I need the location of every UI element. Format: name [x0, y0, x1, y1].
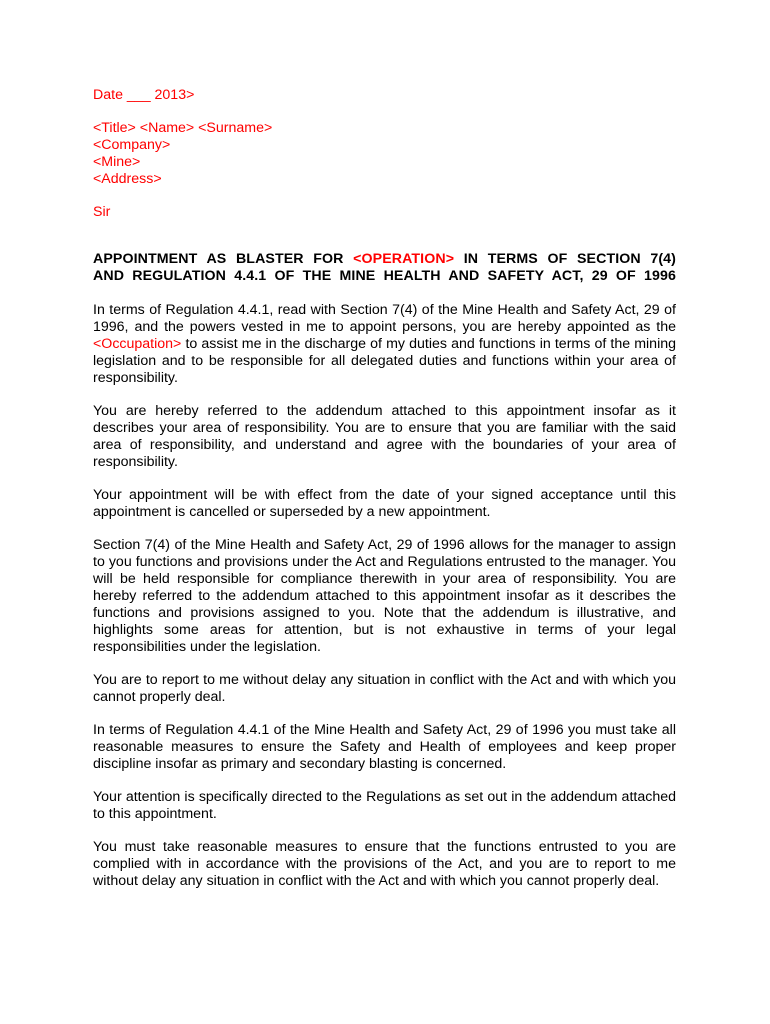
paragraph-report-conflict: You are to report to me without delay any situation in conflict with the Act and with which you cannot properly deal.	[93, 672, 676, 705]
letter-heading	[93, 251, 676, 285]
occupation-placeholder: <Occupation>	[93, 336, 182, 352]
paragraph-addendum: You are hereby referred to the addendum attached to this appointment insofar as it describes your area of responsibility. You are to ensure that you are familiar with the said area of responsibility, and understand and agree with the boundaries of your area of responsibility.	[93, 403, 676, 470]
address-mine: <Mine>	[93, 154, 141, 170]
address-street: <Address>	[93, 171, 162, 187]
salutation: Sir	[93, 204, 111, 220]
heading-line-1	[93, 251, 676, 268]
heading-text-end: IN TERMS OF SECTION 7(4)	[454, 251, 676, 267]
paragraph-effective-date: Your appointment will be with effect from the date of your signed acceptance until this appointment is cancelled or superseded by a new appointment.	[93, 487, 676, 520]
paragraph-reasonable-measures: You must take reasonable measures to ensure that the functions entrusted to you are complied with in accordance with the provisions of the Act, and you are to report to me without delay any situation in conflict with the Act and with which you cannot properly deal.	[93, 839, 676, 889]
paragraph-attention: Your attention is specifically directed to the Regulations as set out in the addendum attached to this appointment.	[93, 789, 676, 822]
letter-body	[93, 87, 676, 906]
address-name: <Title> <Name> <Surname>	[93, 120, 273, 136]
paragraph-appointment	[93, 302, 676, 387]
address-company: <Company>	[93, 137, 171, 153]
operation-placeholder: <OPERATION>	[353, 251, 455, 267]
date-line: Date ___ 2013>	[93, 87, 195, 103]
paragraph-text-end: to assist me in the discharge of my duties and functions in terms of the mining legislation and to be responsible for all delegated duties and functions within your area of responsibility.	[93, 336, 676, 386]
paragraph-regulation-4-4-1: In terms of Regulation 4.4.1 of the Mine Health and Safety Act, 29 of 1996 you must take all reasonable measures to ensure the Safety and Health of employees and keep proper discipline insofar as primary and secondary blasting is concerned.	[93, 722, 676, 772]
address-block	[93, 120, 676, 188]
paragraph-section-7-4: Section 7(4) of the Mine Health and Safety Act, 29 of 1996 allows for the manager to assign to you functions and provisions under the Act and Regulations entrusted to the manager. You will be held responsible for compliance therewith in your area of responsibility. You are hereby referred to the addendum attached to this appointment insofar as it describes the functions and provisions assigned to you. Note that the addendum is illustrative, and highlights some areas for attention, but is not exhaustive in terms of your legal responsibilities under the legislation.	[93, 537, 676, 655]
heading-text: APPOINTMENT AS BLASTER FOR	[93, 251, 354, 267]
heading-line-2: AND REGULATION 4.4.1 OF THE MINE HEALTH AND SAFETY ACT, 29 OF 1996	[93, 268, 676, 284]
paragraph-text: In terms of Regulation 4.4.1, read with Section 7(4) of the Mine Health and Safety Act, 29 of 1996, and the powers vested in me to appoint persons, you are hereby appointed as the	[93, 302, 676, 335]
